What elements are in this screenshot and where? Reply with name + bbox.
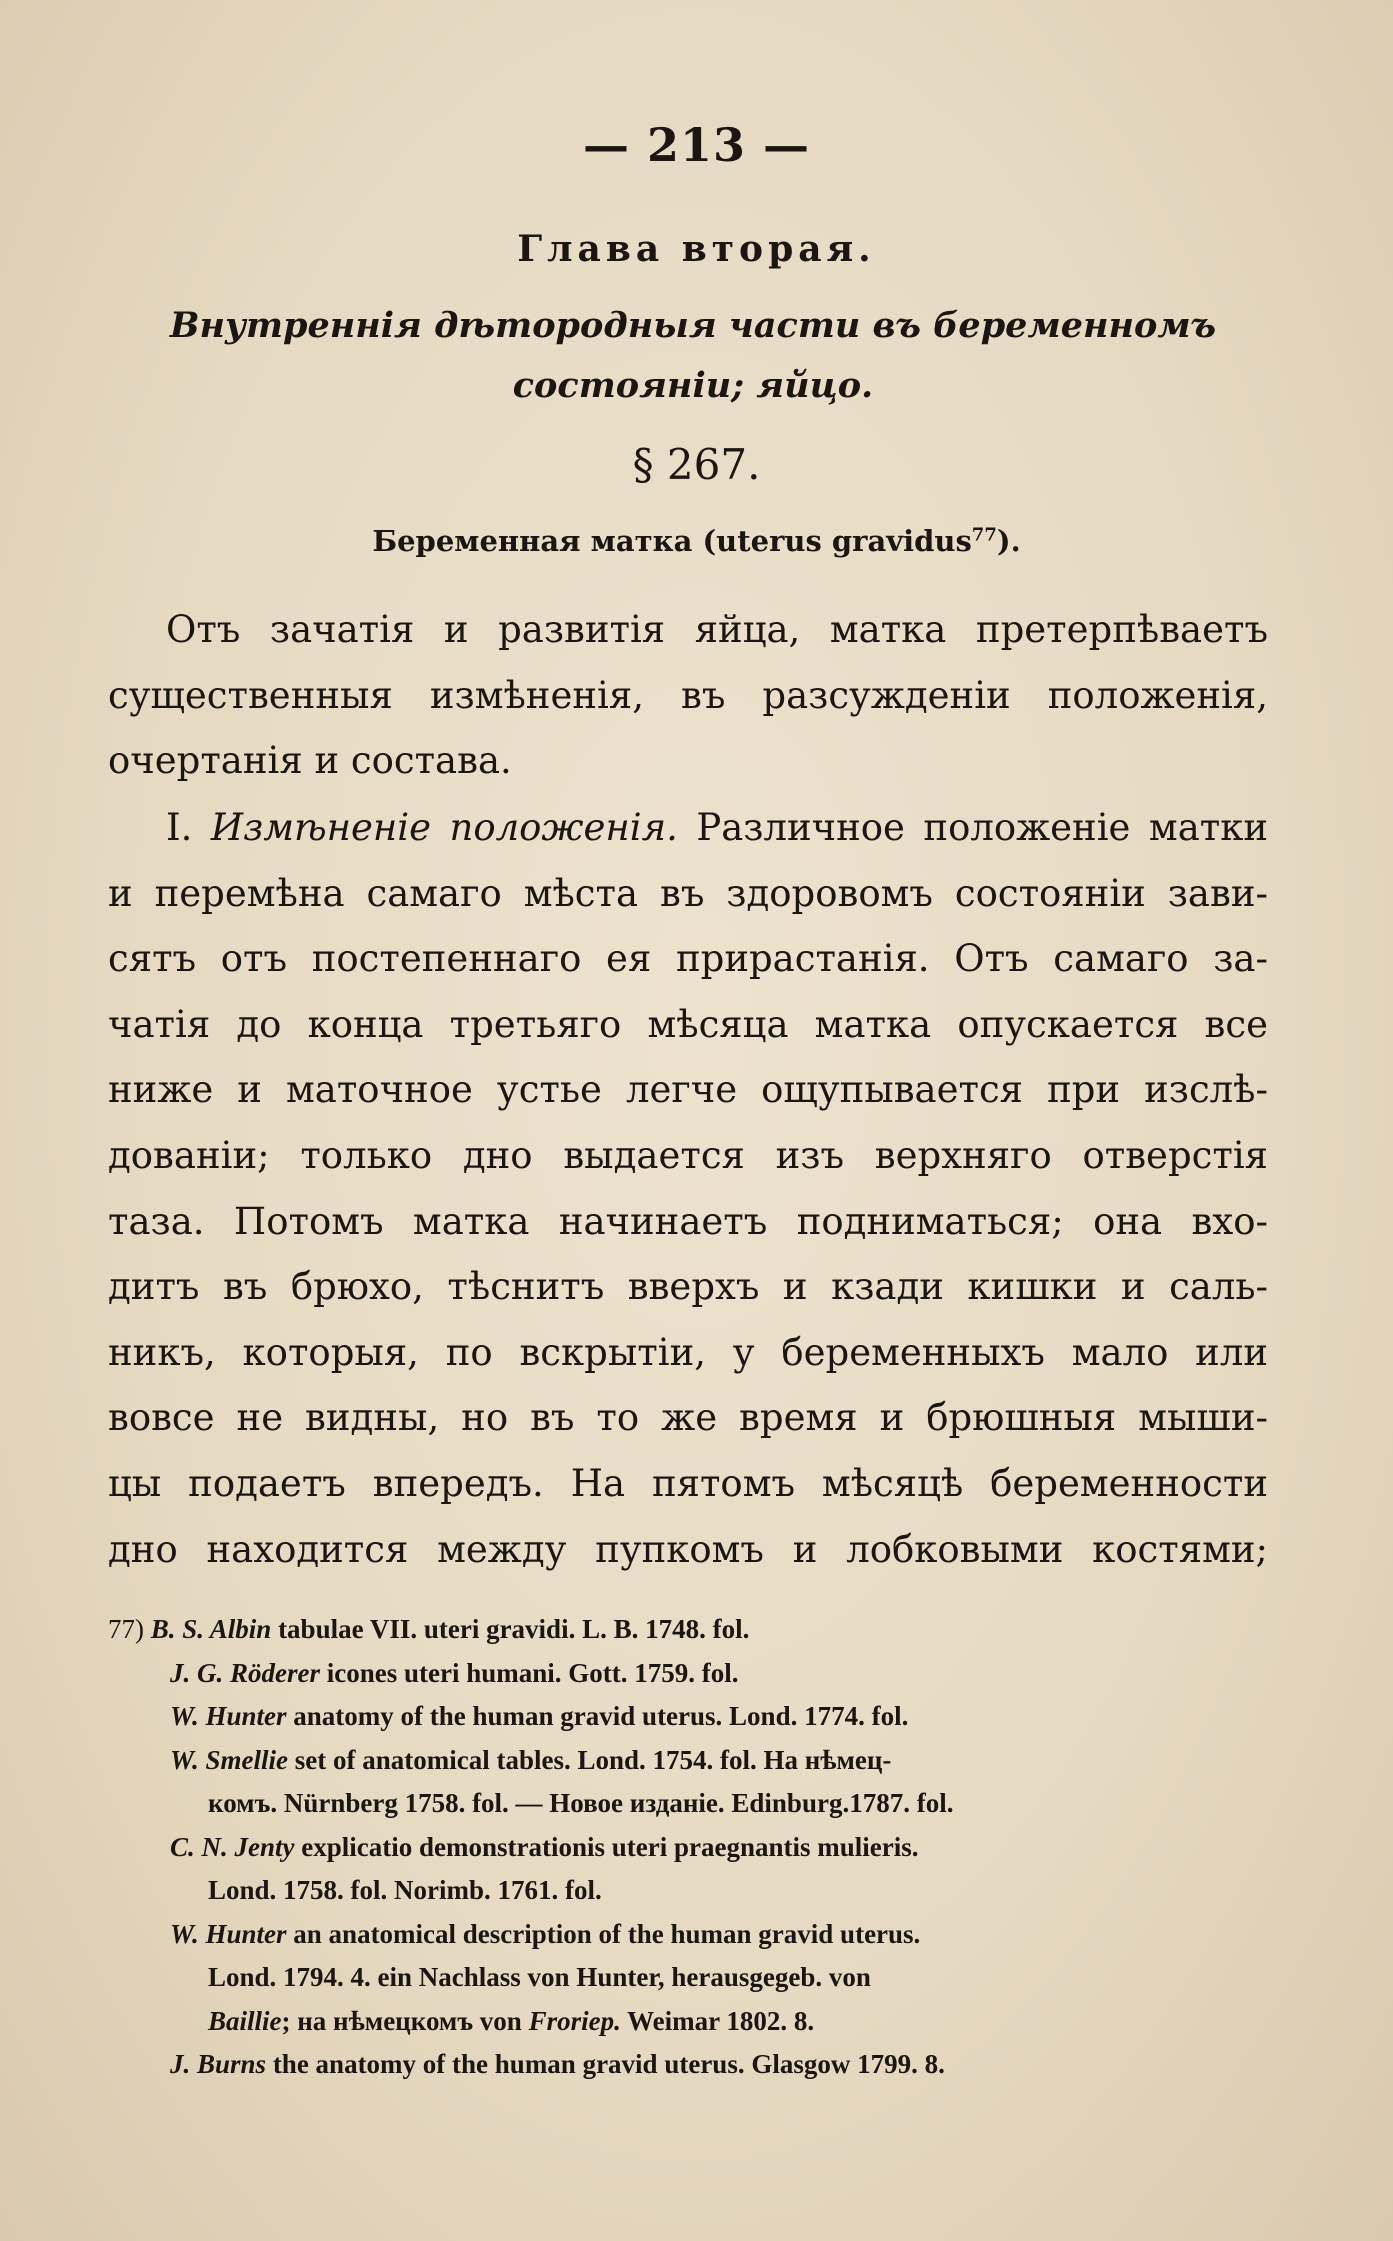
footnote-author: Baillie — [208, 2005, 282, 2036]
footnote-number: 77) — [108, 1614, 144, 1644]
footnote-line — [108, 1782, 1268, 1826]
section-heading — [0, 524, 1393, 558]
section-number: § 267. — [632, 440, 761, 489]
footnote-line — [108, 1826, 1268, 1870]
footnote-author: B. S. Albin — [150, 1614, 272, 1644]
text-line: цы подаетъ впередъ. На пятомъ мѣсяцѣ беременности — [108, 1461, 1268, 1505]
text-line: вовсе не видны, но въ то же время и брюшныя мыши- — [108, 1396, 1268, 1440]
text-line: никъ, которыя, по вскрытіи, у беременныхъ мало или — [108, 1330, 1268, 1374]
footnote-text: ; на нѣмецкомъ von — [281, 2005, 529, 2036]
text-line: дованіи; только дно выдается изъ верхняго отверстія — [108, 1133, 1268, 1177]
footnote-line — [108, 1956, 1268, 2000]
footnote-author: W. Hunter — [170, 1701, 287, 1731]
footnote-line — [108, 2000, 1268, 2044]
footnote-text: anatomy of the human gravid uterus. Lond. 1774. fol. — [286, 1701, 909, 1731]
footnote-line — [108, 1739, 1268, 1783]
text-line: сятъ отъ постепеннаго ея прирастанія. Отъ самаго за- — [108, 937, 1268, 981]
text-line: очертанія и состава. — [108, 739, 512, 783]
chapter-subtitle: Внутреннія дѣтородныя части въ беременномъ состояніи; яйцо. — [169, 305, 1217, 406]
text-line: Отъ зачатія и развитія яйца, матка претерпѣваетъ — [166, 608, 1268, 651]
footnote-ref: 77 — [971, 524, 997, 546]
text-line: и перемѣна самаго мѣста въ здоровомъ состояніи зави- — [108, 871, 1268, 915]
text-line: существенныя измѣненія, въ разсужденіи положенія, — [108, 673, 1268, 717]
lead-number: I. — [166, 806, 193, 849]
text-line-lead — [108, 795, 1268, 861]
footnote-text: icones uteri humani. Gott. 1759. fol. — [320, 1657, 739, 1688]
footnotes — [108, 1608, 1268, 2087]
footnote-text: an anatomical description of the human gravid uterus. — [286, 1918, 921, 1949]
footnote-author: W. Smellie — [170, 1744, 288, 1775]
paragraph-2 — [108, 795, 1268, 1582]
lead-rest: Различное положеніе матки — [696, 806, 1269, 849]
text-line: чатія до конца третьяго мѣсяца матка опускается все — [108, 1002, 1268, 1046]
footnote-author: W. Hunter — [170, 1918, 287, 1949]
footnote-text: set of anatomical tables. Lond. 1754. fol. На нѣмец- — [288, 1744, 892, 1775]
text-line: дитъ въ брюхо, тѣснитъ вверхъ и кзади кишки и саль- — [108, 1265, 1268, 1309]
footnote-line — [108, 1652, 1268, 1696]
footnote-line — [108, 1608, 1268, 1652]
heading-text: Беременная матка (uterus gravidus — [372, 524, 972, 558]
paragraph-1 — [108, 597, 1268, 794]
text-line: ниже и маточное устье легче ощупывается при изслѣ- — [108, 1068, 1268, 1112]
text-line: дно находится между пупкомъ и лобковыми костями; — [108, 1527, 1268, 1571]
footnote-text: Lond. 1794. 4. ein Nachlass von Hunter, herausgegeb. von — [208, 1962, 871, 1992]
footnote-text: Weimar 1802. 8. — [620, 2005, 815, 2036]
footnote-author: J. Burns — [170, 2049, 267, 2079]
footnote-text: tabulae VII. uteri gravidi. L. B. 1748. fol. — [271, 1614, 750, 1644]
page-number: — 213 — — [582, 118, 811, 172]
lead-italic: Измѣненіе положенія. — [210, 806, 678, 849]
footnote-line — [108, 1695, 1268, 1739]
footnote-text: explicatio demonstrationis uteri praegnantis mulieris. — [294, 1831, 919, 1862]
footnote-author: C. N. Jenty — [170, 1831, 295, 1862]
footnote-author: J. G. Röderer — [170, 1657, 320, 1688]
footnote-text: Lond. 1758. fol. Norimb. 1761. fol. — [208, 1875, 602, 1905]
chapter-title: Глава вторая. — [517, 228, 876, 270]
footnote-line — [108, 1913, 1268, 1957]
footnote-author: Froriep. — [528, 2005, 621, 2036]
footnote-line — [108, 2043, 1268, 2087]
text-line: таза. Потомъ матка начинаетъ подниматься; она вхо- — [108, 1199, 1268, 1243]
heading-close: ). — [996, 524, 1021, 558]
footnote-text: комъ. Nürnberg 1758. fol. — Новое изданіе. Edinburg.1787. fol. — [208, 1788, 954, 1818]
footnote-line — [108, 1869, 1268, 1913]
footnote-text: the anatomy of the human gravid uterus. Glasgow 1799. 8. — [266, 2049, 945, 2079]
